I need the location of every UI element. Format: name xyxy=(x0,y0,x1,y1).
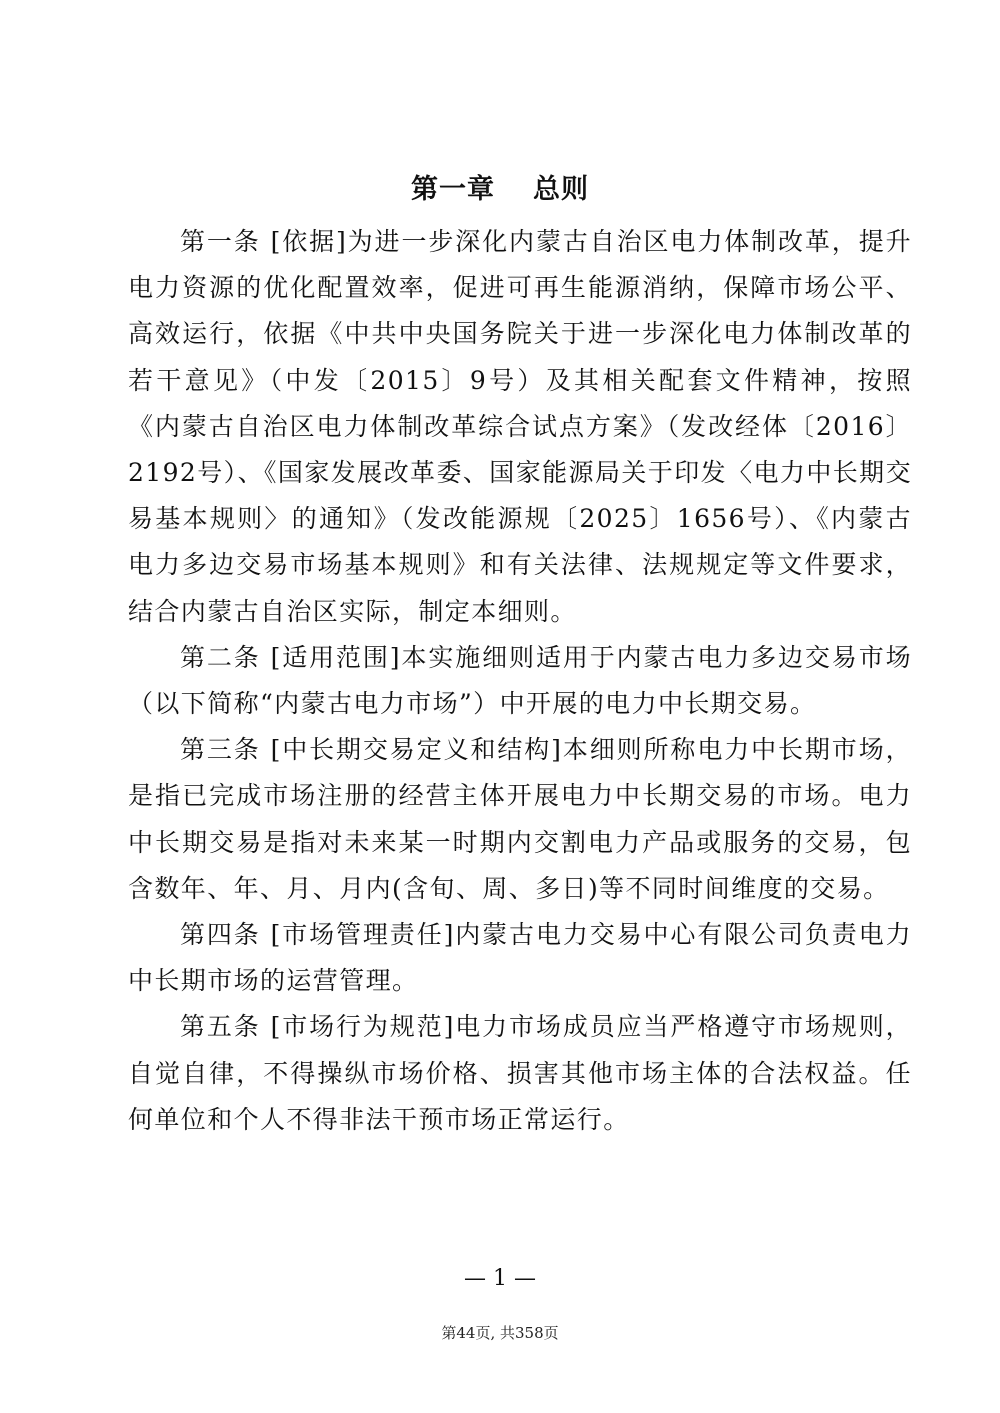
article-text: [依据]为进一步深化内蒙古自治区电力体制改革，提升电力资源的优化配置效率，促进可再生能源消纳，保障市场公平、高效运行，依据《中共中央国务院关于进一步深化电力体制改革的若干意见》（中发〔2015〕9号）及其相关配套文件精神，按照《内蒙古自治区电力体制改革综合试点方案》（发改经体〔2016〕2192号）、《国家发展改革委、国家能源局关于印发〈电力中长期交易基本规则〉的通知》（发改能源规〔2025〕1656号）、《内蒙古电力多边交易市场基本规则》和有关法律、法规规定等文件要求，结合内蒙古自治区实际，制定本细则。 xyxy=(128,227,913,626)
article-2 xyxy=(128,635,912,727)
article-4 xyxy=(128,912,912,1004)
article-5 xyxy=(128,1004,912,1143)
article-number: 第三条 xyxy=(180,735,261,765)
article-number: 第五条 xyxy=(180,1012,261,1042)
chapter-name: 总则 xyxy=(533,174,589,205)
article-text: [中长期交易定义和结构]本细则所称电力中长期市场，是指已完成市场注册的经营主体开展电力中长期交易的市场。电力中长期交易是指对未来某一时期内交割电力产品或服务的交易，包含数年、年、月、月内(含旬、周、多日)等不同时间维度的交易。 xyxy=(128,735,913,903)
chapter-title xyxy=(0,172,1000,208)
article-number: 第二条 xyxy=(180,642,261,672)
document-body xyxy=(128,219,912,1143)
article-text: [市场管理责任]内蒙古电力交易中心有限公司负责电力中长期市场的运营管理。 xyxy=(128,920,913,996)
page-number: — 1 — xyxy=(464,1266,536,1291)
article-number: 第四条 xyxy=(180,920,261,950)
page-counter: 第44页, 共358页 xyxy=(441,1324,559,1342)
article-text: [市场行为规范]电力市场成员应当严格遵守市场规则，自觉自律，不得操纵市场价格、损害其他市场主体的合法权益。任何单位和个人不得非法干预市场正常运行。 xyxy=(128,1012,913,1134)
article-text: [适用范围]本实施细则适用于内蒙古电力多边交易市场（以下简称“内蒙古电力市场”）中开展的电力中长期交易。 xyxy=(128,642,913,719)
article-1 xyxy=(128,219,912,635)
article-number: 第一条 xyxy=(180,227,261,256)
chapter-number: 第一章 xyxy=(411,174,495,205)
article-3 xyxy=(128,727,912,912)
